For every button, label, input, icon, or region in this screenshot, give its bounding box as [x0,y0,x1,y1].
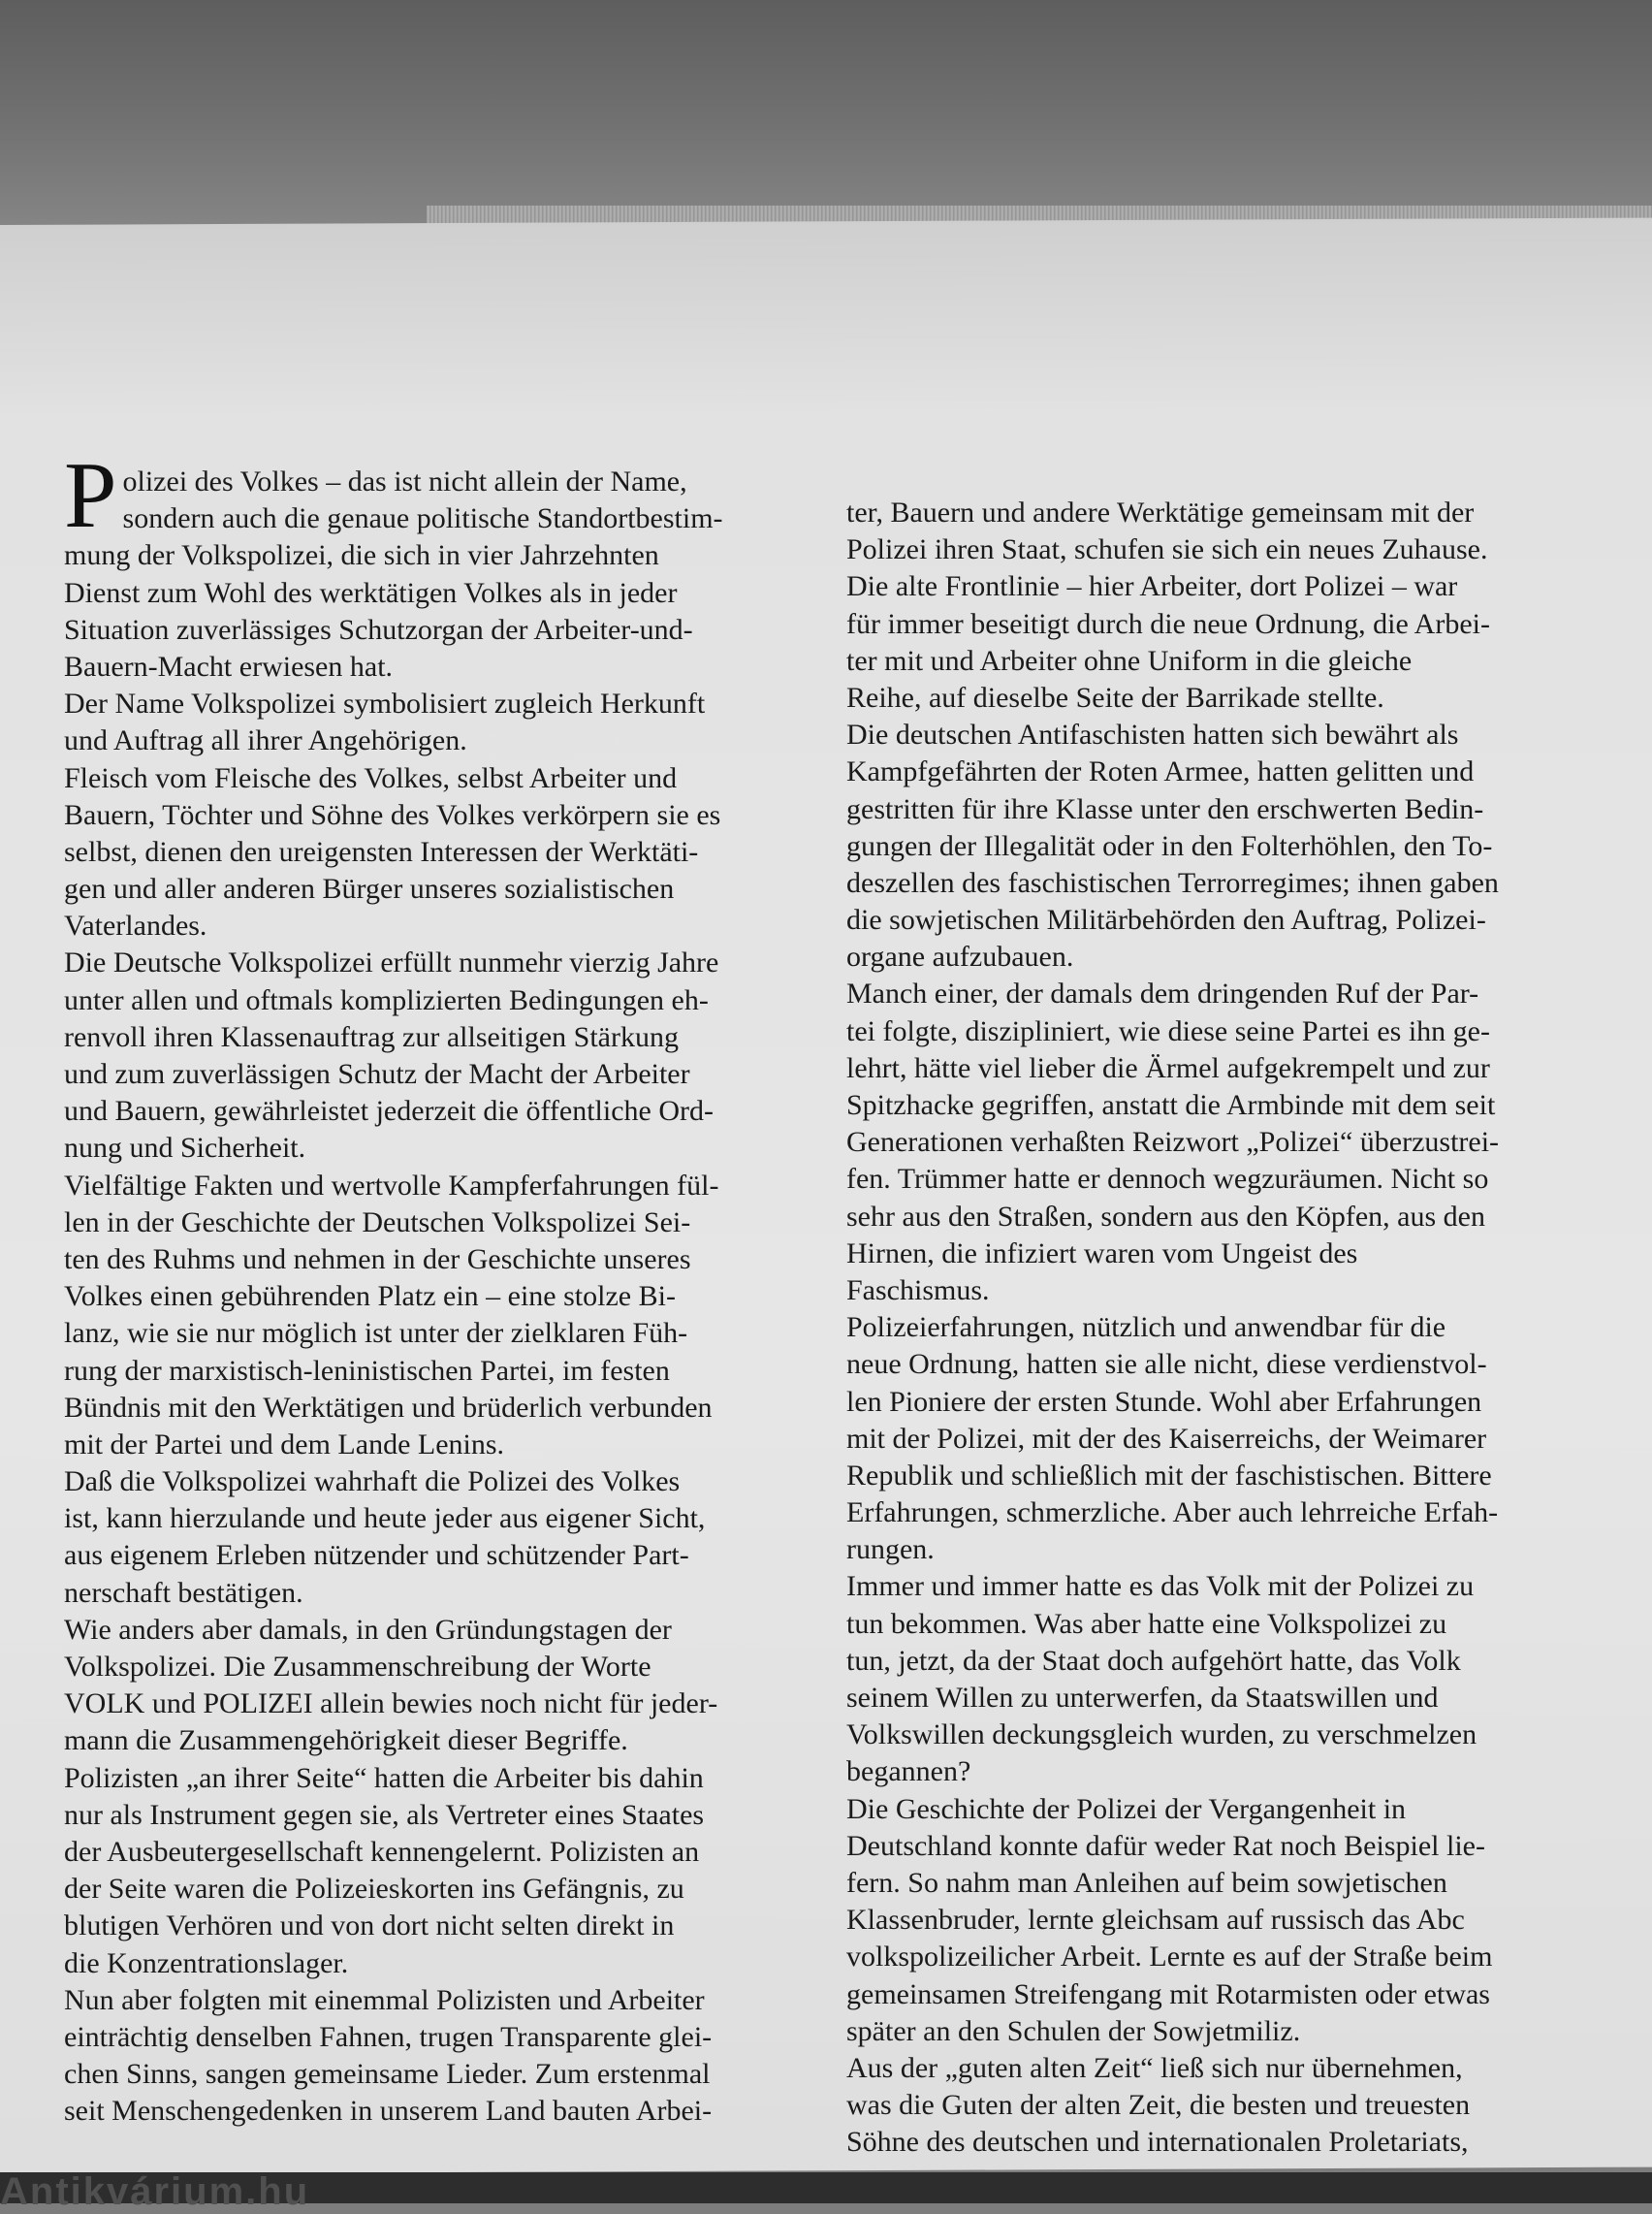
left-column-lines [64,500,815,2130]
text-line: seinem Willen zu unterwerfen, da Staatswillen und [846,1682,1439,1714]
text-line: Vielfältige Fakten und wertvolle Kampferfahrungen fül- [64,1169,719,1202]
text-line: tun, jetzt, da der Staat doch aufgehört hatte, das Volk [846,1644,1461,1677]
text-line: Faschismus. [846,1273,990,1306]
text-line: mann die Zusammengehörigkeit dieser Begriffe. [64,1724,628,1757]
text-line: ten des Ruhms und nehmen in der Geschichte unseres [64,1242,691,1275]
text-line: renvoll ihren Klassenauftrag zur allseitigen Stärkung [64,1020,679,1053]
text-line: Manch einer, der damals dem dringenden Ruf der Par- [846,978,1479,1011]
text-line: Hirnen, die infiziert waren vom Ungeist des [846,1236,1358,1269]
text-line: sehr aus den Straßen, sondern aus den Köpfen, aus den [846,1200,1485,1233]
text-line: nung und Sicherheit. [64,1132,306,1165]
text-line: Bauern, Töchter und Söhne des Volkes verkörpern sie es [64,798,721,831]
text-line: Dienst zum Wohl des werktätigen Volkes als in jeder [64,576,678,609]
text-line: neue Ordnung, hatten sie alle nicht, diese verdienstvol- [846,1348,1487,1381]
text-line: Aus der „guten alten Zeit“ ließ sich nur übernehmen, [846,2051,1463,2084]
text-line: Fleisch vom Fleische des Volkes, selbst Arbeiter und [64,761,678,794]
text-line: ter, Bauern und andere Werktätige gemeinsam mit der [846,497,1475,529]
first-line-text: olizei des Volkes – das ist nicht allein der Name, [122,465,687,497]
text-line: tei folgte, diszipliniert, wie diese seine Partei es ihn ge- [846,1014,1490,1047]
text-line: Kampfgefährten der Roten Armee, hatten gelitten und [846,755,1475,788]
text-line: len in der Geschichte der Deutschen Volkspolizei Sei- [64,1205,691,1238]
text-line: lanz, wie sie nur möglich ist unter der zielklaren Füh- [64,1317,688,1350]
text-line: und Auftrag all ihrer Angehörigen. [64,724,467,757]
text-line: Söhne des deutschen und internationalen Proletariats, [846,2126,1469,2159]
right-text-column [846,495,1598,2161]
text-line: unter allen und oftmals komplizierten Bedingungen eh- [64,983,709,1016]
text-line: Nun aber folgten mit einemmal Polizisten und Arbeiter [64,1983,705,2016]
text-line: für immer beseitigt durch die neue Ordnung, die Arbei- [846,607,1490,640]
text-line: und Bauern, gewährleistet jederzeit die öffentliche Ord- [64,1095,715,1128]
text-line: Erfahrungen, schmerzliche. Aber auch lehrreiche Erfah- [846,1496,1499,1529]
text-line: Polizisten „an ihrer Seite“ hatten die Arbeiter bis dahin [64,1761,704,1794]
left-text-column [64,443,815,2130]
text-line: mung der Volkspolizei, die sich in vier Jahrzehnten [64,539,659,572]
watermark: Antikvárium.hu [0,2170,310,2213]
text-line: Republik und schließlich mit der faschistischen. Bittere [846,1459,1492,1492]
text-line: organe aufzubauen. [846,941,1074,974]
text-line: deszellen des faschistischen Terrorregimes; ihnen gaben [846,866,1499,899]
text-line: Die alte Frontlinie – hier Arbeiter, dort Polizei – war [846,570,1458,603]
text-line: sondern auch die genaue politische Standortbestim- [122,502,723,535]
text-line: mit der Polizei, mit der des Kaiserreichs, der Weimarer [846,1422,1487,1455]
text-line: Vaterlandes. [64,910,207,943]
text-line: Polizei ihren Staat, schufen sie sich ein neues Zuhause. [846,533,1488,566]
text-line: Wie anders aber damals, in den Gründungstagen der [64,1613,672,1646]
text-line: chen Sinns, sangen gemeinsame Lieder. Zum erstenmal [64,2058,711,2091]
text-line: Polizeierfahrungen, nützlich und anwendbar für die [846,1311,1446,1344]
text-line: Reihe, auf dieselbe Seite der Barrikade stellte. [846,681,1384,714]
text-line: Die deutschen Antifaschisten hatten sich bewährt als [846,719,1459,752]
text-line: Volkspolizei. Die Zusammenschreibung der Worte [64,1651,651,1683]
text-line: ter mit und Arbeiter ohne Uniform in die gleiche [846,644,1413,677]
text-line: Die Geschichte der Polizei der Vergangenheit in [846,1792,1407,1825]
right-column-lines [846,495,1598,2161]
text-line: Deutschland konnte dafür weder Rat noch Beispiel lie- [846,1829,1485,1862]
text-line: gestritten für ihre Klasse unter den erschwerten Bedin- [846,792,1484,825]
text-line: die sowjetischen Militärbehörden den Auftrag, Polizei- [846,904,1486,937]
text-line: Immer und immer hatte es das Volk mit der Polizei zu [846,1570,1475,1603]
text-line: nerschaft bestätigen. [64,1576,303,1609]
text-line: Spitzhacke gegriffen, anstatt die Armbinde mit dem seit [846,1089,1496,1121]
text-line: seit Menschengedenken in unserem Land bauten Arbei- [64,2095,713,2128]
text-line: mit der Partei und dem Lande Lenins. [64,1428,505,1460]
text-line: VOLK und POLIZEI allein bewies noch nicht für jeder- [64,1687,718,1720]
text-line: Bauern-Macht erwiesen hat. [64,650,394,683]
text-line: der Seite waren die Polizeieskorten ins Gefängnis, zu [64,1873,684,1906]
text-line: begannen? [846,1755,971,1788]
text-line: tun bekommen. Was aber hatte eine Volkspolizei zu [846,1607,1447,1640]
text-line: fern. So nahm man Anleihen auf beim sowjetischen [846,1866,1447,1899]
text-line: Volkes einen gebührenden Platz ein – eine stolze Bi- [64,1280,676,1313]
text-line: Generationen verhaßten Reizwort „Polizei“ überzustrei- [846,1126,1500,1159]
text-line: gen und aller anderen Bürger unseres sozialistischen [64,873,675,906]
text-line: Situation zuverlässiges Schutzorgan der Arbeiter-und- [64,613,693,646]
text-line: len Pioniere der ersten Stunde. Wohl aber Erfahrungen [846,1385,1482,1418]
text-line: Der Name Volkspolizei symbolisiert zugleich Herkunft [64,688,706,721]
text-line: und zum zuverlässigen Schutz der Macht der Arbeiter [64,1058,690,1090]
text-line: rung der marxistisch-leninistischen Partei, im festen [64,1354,670,1387]
text-line: Volkswillen deckungsgleich wurden, zu verschmelzen [846,1718,1477,1751]
drop-cap: P [64,443,117,548]
text-line: aus eigenem Erleben nützender und schützender Part- [64,1539,689,1572]
text-line: Daß die Volkspolizei wahrhaft die Polizei des Volkes [64,1465,681,1498]
text-line: einträchtig denselben Fahnen, trugen Transparente glei- [64,2020,713,2053]
text-line: ist, kann hierzulande und heute jeder aus eigener Sicht, [64,1502,706,1535]
text-line: volkspolizeilicher Arbeit. Lernte es auf der Straße beim [846,1941,1493,1973]
text-line: später an den Schulen der Sowjetmiliz. [846,2014,1301,2047]
text-line: gemeinsamen Streifengang mit Rotarmisten oder etwas [846,1977,1490,2010]
text-line: die Konzentrationslager. [64,1946,349,1979]
text-line: Klassenbruder, lernte gleichsam auf russisch das Abc [846,1904,1465,1937]
text-line: blutigen Verhören und von dort nicht selten direkt in [64,1909,675,1942]
text-line: gungen der Illegalität oder in den Folterhöhlen, den To- [846,829,1493,862]
text-line: der Ausbeutergesellschaft kennengelernt. Polizisten an [64,1835,700,1868]
text-line: rungen. [846,1533,935,1566]
text-line: fen. Trümmer hatte er dennoch wegzuräumen. Nicht so [846,1163,1489,1196]
text-line: lehrt, hätte viel lieber die Ärmel aufgekrempelt und zur [846,1051,1490,1084]
text-line: nur als Instrument gegen sie, als Vertreter eines Staates [64,1798,705,1831]
text-line: selbst, dienen den ureigensten Interessen der Werktäti- [64,835,699,868]
text-line: was die Guten der alten Zeit, die besten und treuesten [846,2089,1471,2122]
dark-backdrop [0,0,1652,233]
text-line: Die Deutsche Volkspolizei erfüllt nunmehr vierzig Jahre [64,947,719,979]
text-line: Bündnis mit den Werktätigen und brüderlich verbunden [64,1391,713,1424]
